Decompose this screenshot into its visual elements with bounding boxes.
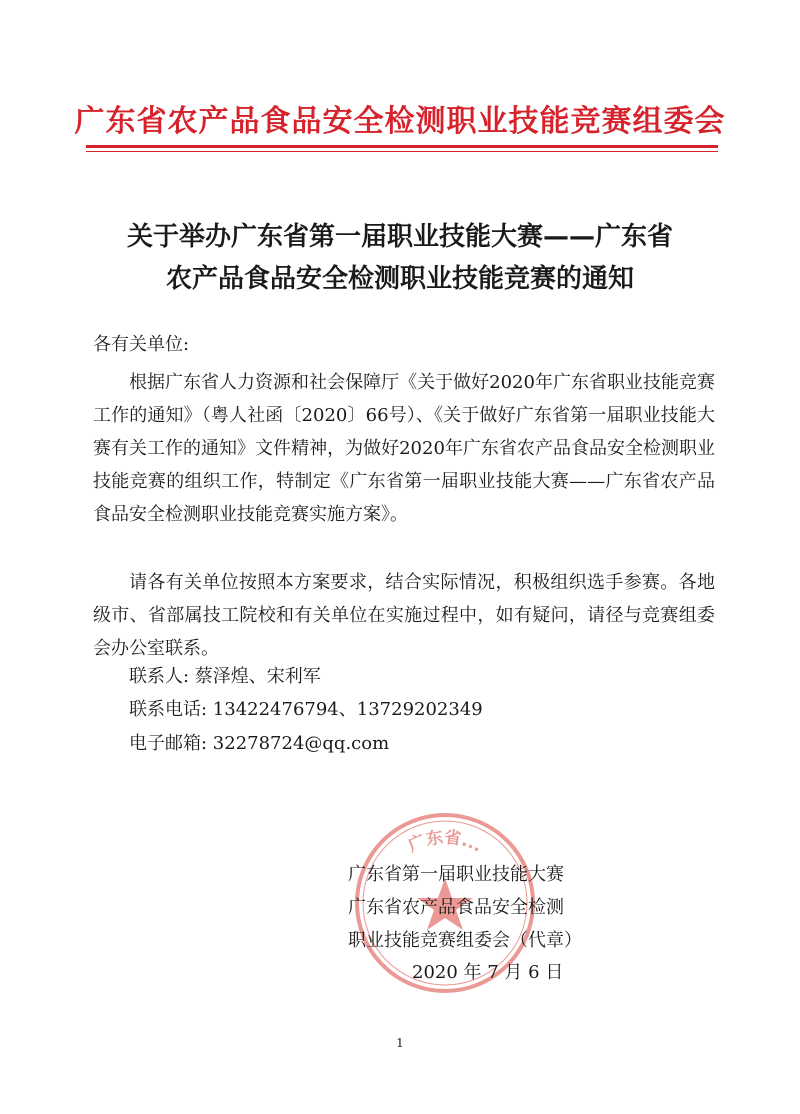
body-paragraph-1: 根据广东省人力资源和社会保障厅《关于做好2020年广东省职业技能竞赛工作的通知》（粤人社函〔2020〕66号）、《关于做好广东省第一届职业技能大赛有关工作的通知》文件精神，为做好2020年广东省农产品食品安全检测职业技能竞赛的组织工作，特制定《广东省第一届职业技能大赛——广东省农产品食品安全检测职业技能竞赛实施方案》。 <box>93 372 715 525</box>
notice-title-line2: 农产品食品安全检测职业技能竞赛的通知 <box>165 264 634 294</box>
body-paragraph-2: 请各有关单位按照本方案要求，结合实际情况，积极组织选手参赛。各地级市、省部属技工院校和有关单位在实施过程中，如有疑问，请径与竞赛组委会办公室联系。 <box>93 572 715 659</box>
contact-person: 联系人: 蔡泽煌、宋利军 <box>129 666 321 687</box>
masthead-rule-thin <box>86 151 718 152</box>
notice-title <box>70 216 730 300</box>
contact-phone: 联系电话: 13422476794、13729202349 <box>129 699 483 720</box>
notice-title-line1: 关于举办广东省第一届职业技能大赛——广东省 <box>126 222 673 252</box>
signature-date: 2020 年 7 月 6 日 <box>412 962 564 983</box>
org-masthead: 广东省农产品食品安全检测职业技能竞赛组委会 <box>74 104 726 139</box>
signature-line1: 广东省第一届职业技能大赛 <box>348 864 564 885</box>
seal-text: 广东省... <box>405 827 486 857</box>
page-number: 1 <box>396 1036 404 1050</box>
svg-text:广东省... <box>405 827 486 857</box>
signature-line3: 职业技能竞赛组委会（代章） <box>348 930 582 951</box>
contact-email: 电子邮箱: 32278724@qq.com <box>129 733 390 754</box>
signature-line2: 广东省农产品食品安全检测 <box>348 897 564 918</box>
salutation: 各有关单位: <box>93 334 190 355</box>
masthead-rule-thick <box>86 145 718 148</box>
